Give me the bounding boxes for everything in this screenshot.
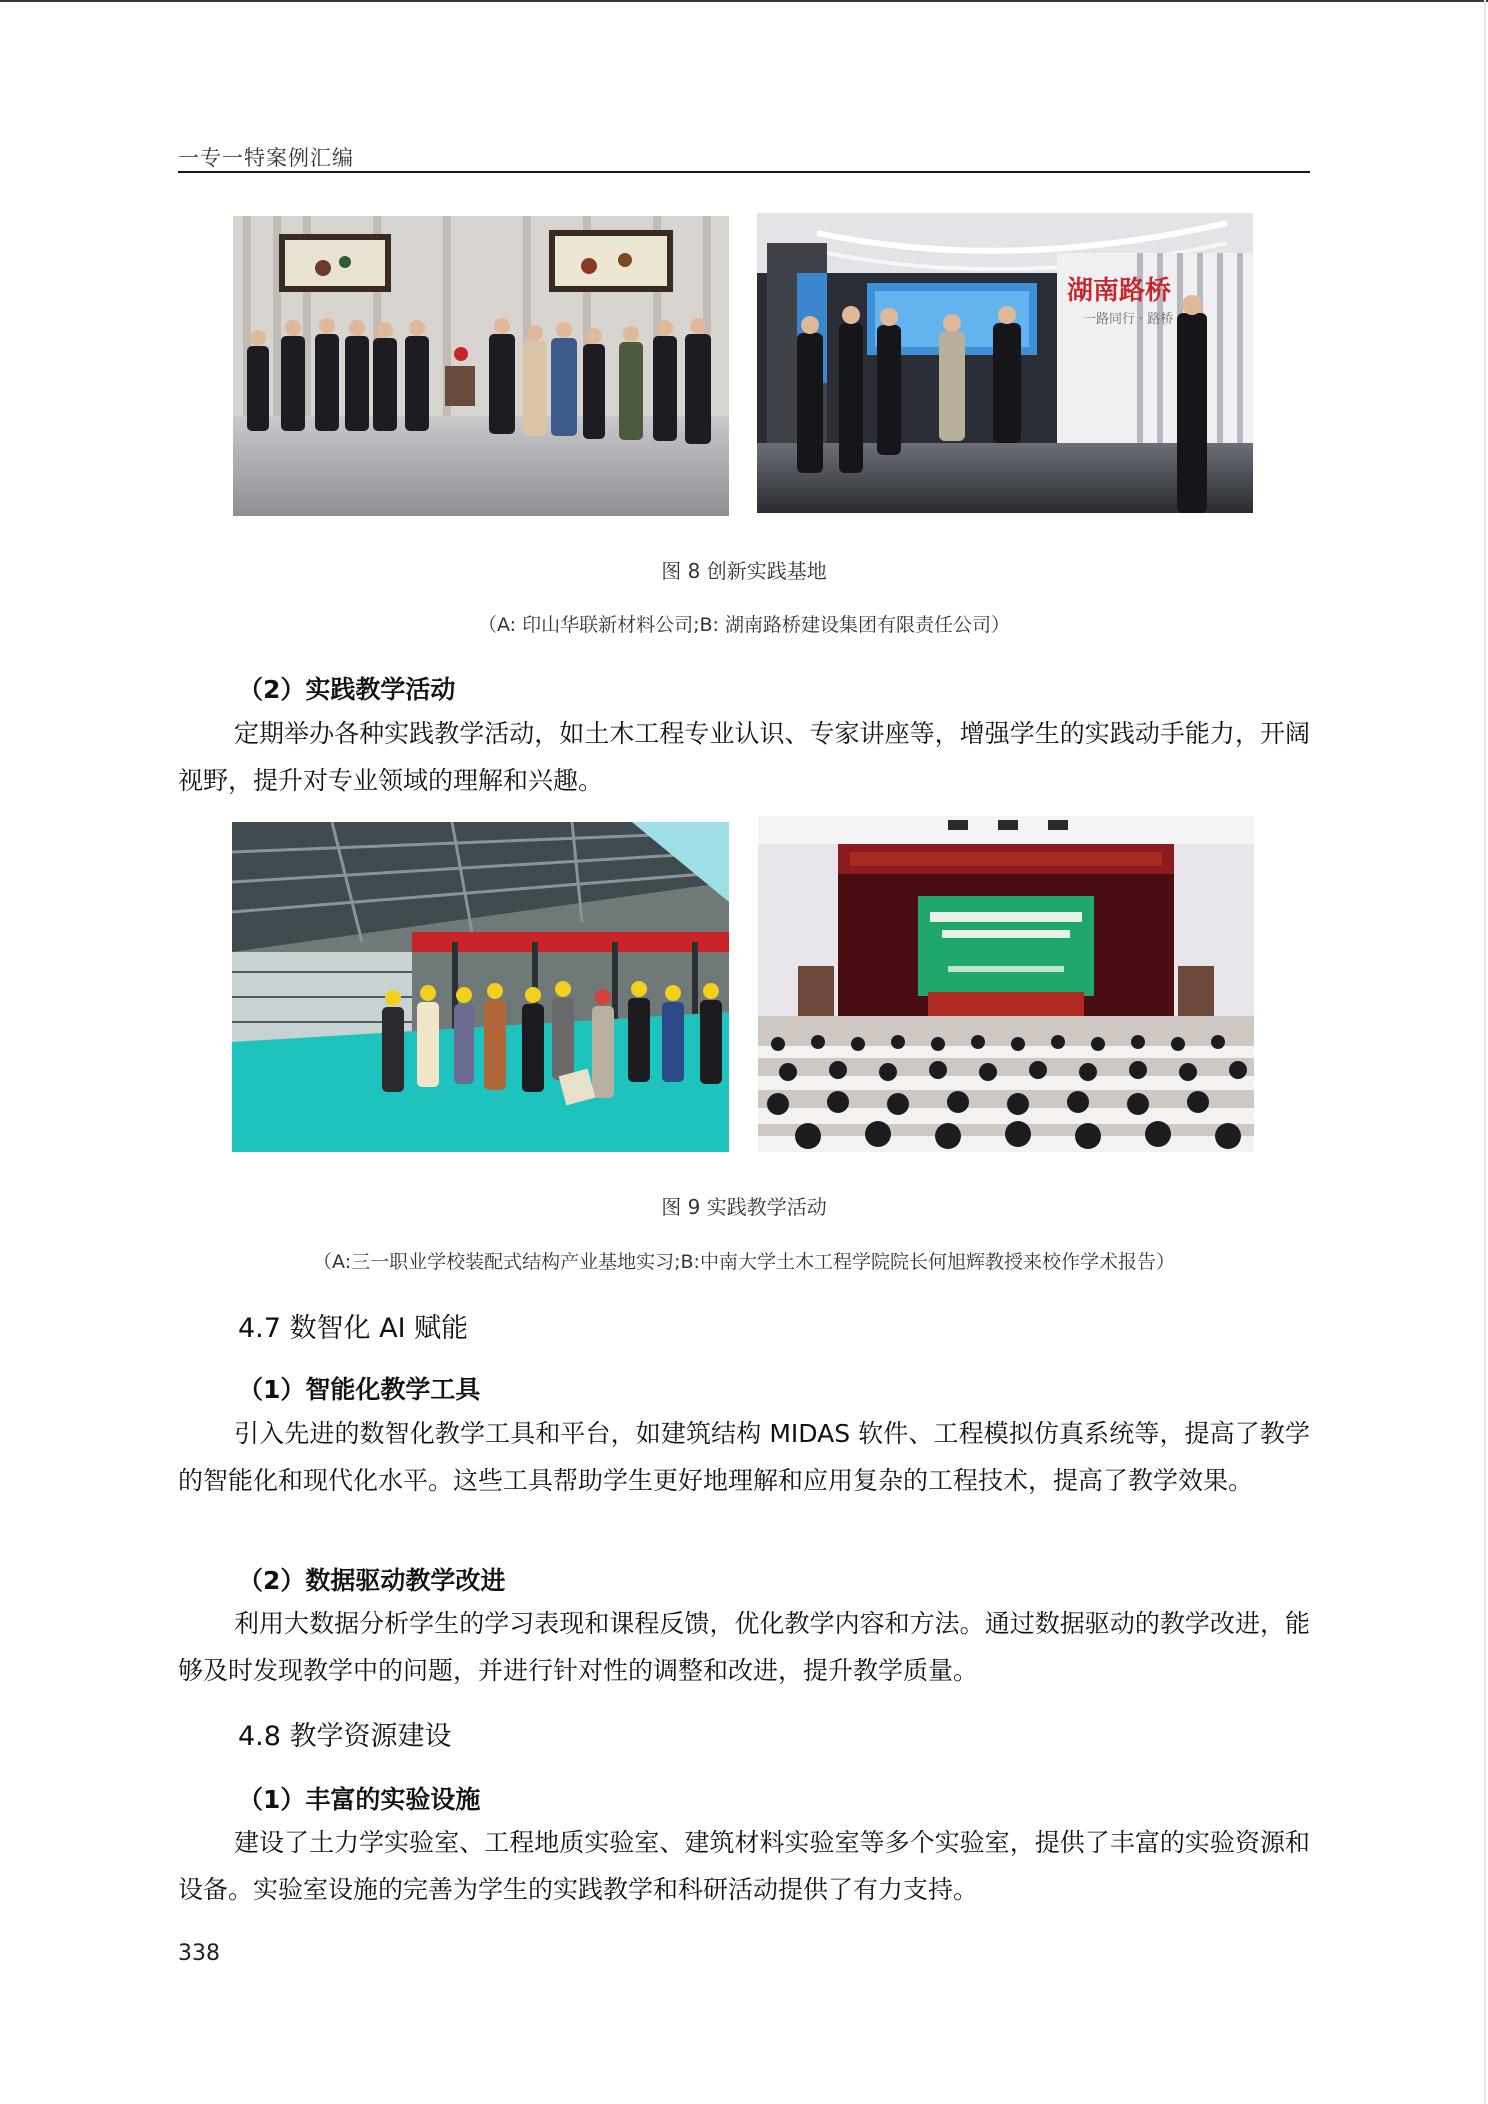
section-4-7-sub2-paragraph: 利用大数据分析学生的学习表现和课程反馈，优化教学内容和方法。通过数据驱动的教学改进，能够及时发现教学中的问题，并进行针对性的调整和改进，提升教学质量。 xyxy=(178,1609,1310,1685)
figure9-caption: 图 9 实践教学活动 xyxy=(661,1195,827,1219)
section-4-7-sub1-heading: （1）智能化教学工具 xyxy=(238,1375,481,1404)
figure8-photo-a xyxy=(233,216,729,516)
section-4-8-sub1-paragraph: 建设了土力学实验室、工程地质实验室、建筑材料实验室等多个实验室，提供了丰富的实验资源和设备。实验室设施的完善为学生的实践教学和科研活动提供了有力支持。 xyxy=(178,1828,1310,1904)
section-4-7-sub2-heading: （2）数据驱动教学改进 xyxy=(238,1566,506,1595)
figure8-subcaption: （A: 印山华联新材料公司;B: 湖南路桥建设集团有限责任公司） xyxy=(478,614,1010,636)
header-rule xyxy=(178,171,1310,173)
running-header: 一专一特案例汇编 xyxy=(178,146,354,170)
section-4-8-sub1-heading: （1）丰富的实验设施 xyxy=(238,1785,481,1814)
right-border xyxy=(1484,0,1486,2104)
figure9-photo-a xyxy=(232,822,729,1152)
practice-heading: （2）实践教学活动 xyxy=(238,675,456,704)
top-border xyxy=(0,0,1488,2)
section-4-8-title: 4.8 教学资源建设 xyxy=(238,1721,452,1752)
svg-text:一路同行 · 路桥: 一路同行 · 路桥 xyxy=(1083,312,1174,327)
practice-paragraph: 定期举办各种实践教学活动，如土木工程专业认识、专家讲座等，增强学生的实践动手能力，开阔视野，提升对专业领域的理解和兴趣。 xyxy=(178,719,1310,795)
section-4-7-sub1-paragraph: 引入先进的数智化教学工具和平台，如建筑结构 MIDAS 软件、工程模拟仿真系统等，提高了教学的智能化和现代化水平。这些工具帮助学生更好地理解和应用复杂的工程技术，提高了教学效果。 xyxy=(178,1419,1310,1495)
figure9-photo-b xyxy=(758,816,1254,1152)
section-4-7-title: 4.7 数智化 AI 赋能 xyxy=(238,1313,469,1344)
figure8-caption: 图 8 创新实践基地 xyxy=(661,559,827,583)
figure8-photo-b xyxy=(757,213,1253,513)
figure9-subcaption: （A:三一职业学校装配式结构产业基地实习;B:中南大学土木工程学院院长何旭辉教授来校作学术报告） xyxy=(313,1251,1175,1273)
sign-text: 湖南路桥 xyxy=(1067,276,1172,306)
page-number: 338 xyxy=(178,1941,220,1966)
